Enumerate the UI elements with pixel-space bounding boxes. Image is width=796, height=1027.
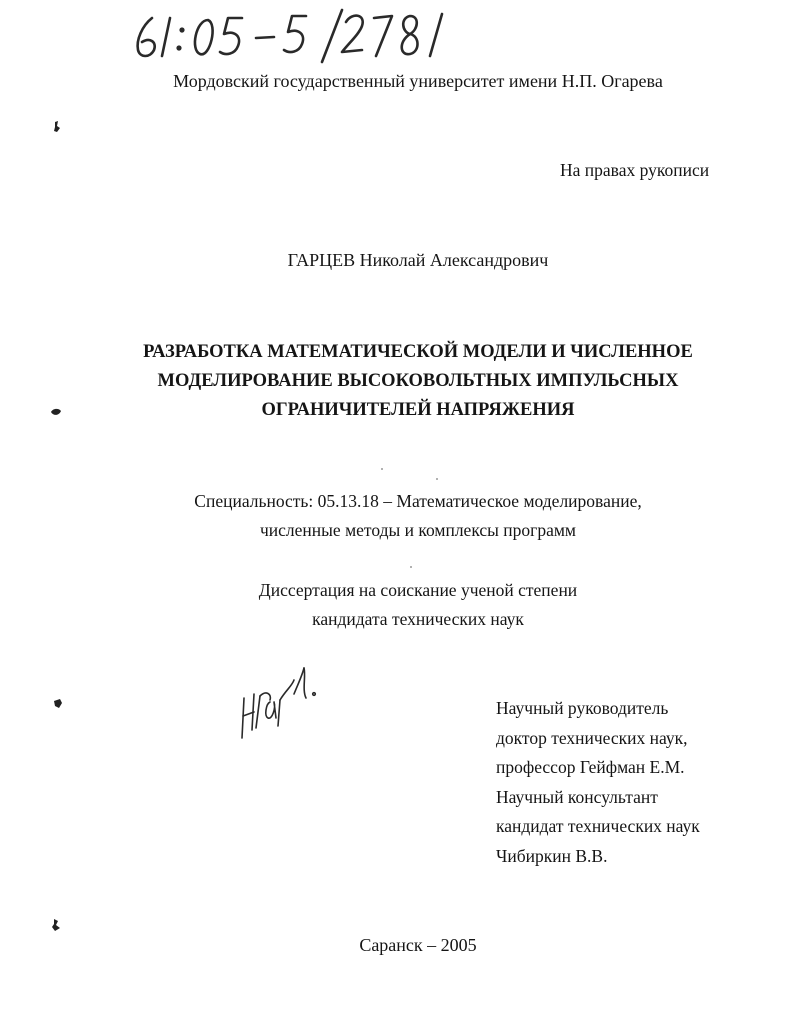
degree-statement — [40, 576, 796, 634]
city-year: Саранск – 2005 — [359, 935, 477, 955]
scan-speck — [410, 566, 412, 568]
handwritten-signature — [236, 660, 326, 742]
title-line: ОГРАНИЧИТЕЛЕЙ НАПРЯЖЕНИЯ — [261, 400, 575, 420]
margin-mark — [50, 918, 60, 928]
scan-speck — [381, 468, 383, 470]
supervisor-line: Научный руководитель — [496, 698, 669, 718]
degree-line: кандидата технических наук — [312, 609, 524, 629]
catalog-number-handwritten — [130, 4, 460, 66]
title-line: МОДЕЛИРОВАНИЕ ВЫСОКОВОЛЬТНЫХ ИМПУЛЬСНЫХ — [157, 371, 679, 391]
specialty-line: численные методы и комплексы программ — [260, 520, 576, 540]
manuscript-rights: На правах рукописи — [560, 160, 710, 180]
supervisor-line: кандидат технических наук — [496, 816, 700, 836]
supervisor-line: Научный консультант — [496, 786, 658, 807]
author-name: ГАРЦЕВ Николай Александрович — [287, 250, 549, 270]
degree-line: Диссертация на соискание ученой степени — [258, 580, 578, 600]
margin-mark — [50, 404, 60, 414]
specialty-line: Специальность: 05.13.18 – Математическое моделирование, — [194, 491, 642, 511]
margin-mark — [52, 696, 62, 706]
title-line: РАЗРАБОТКА МАТЕМАТИЧЕСКОЙ МОДЕЛИ И ЧИСЛЕННОЕ — [143, 342, 693, 362]
margin-mark — [52, 120, 62, 130]
scan-speck — [436, 478, 438, 480]
supervisor-line: профессор Гейфман Е.М. — [496, 757, 685, 777]
supervisor-line: Чибиркин В.В. — [496, 845, 608, 866]
specialty — [40, 487, 796, 545]
university-name: Мордовский государственный университет имени Н.П. Огарева — [173, 71, 663, 91]
dissertation-title — [40, 338, 796, 425]
supervisors-block — [496, 694, 700, 871]
supervisor-line: доктор технических наук, — [496, 727, 688, 748]
